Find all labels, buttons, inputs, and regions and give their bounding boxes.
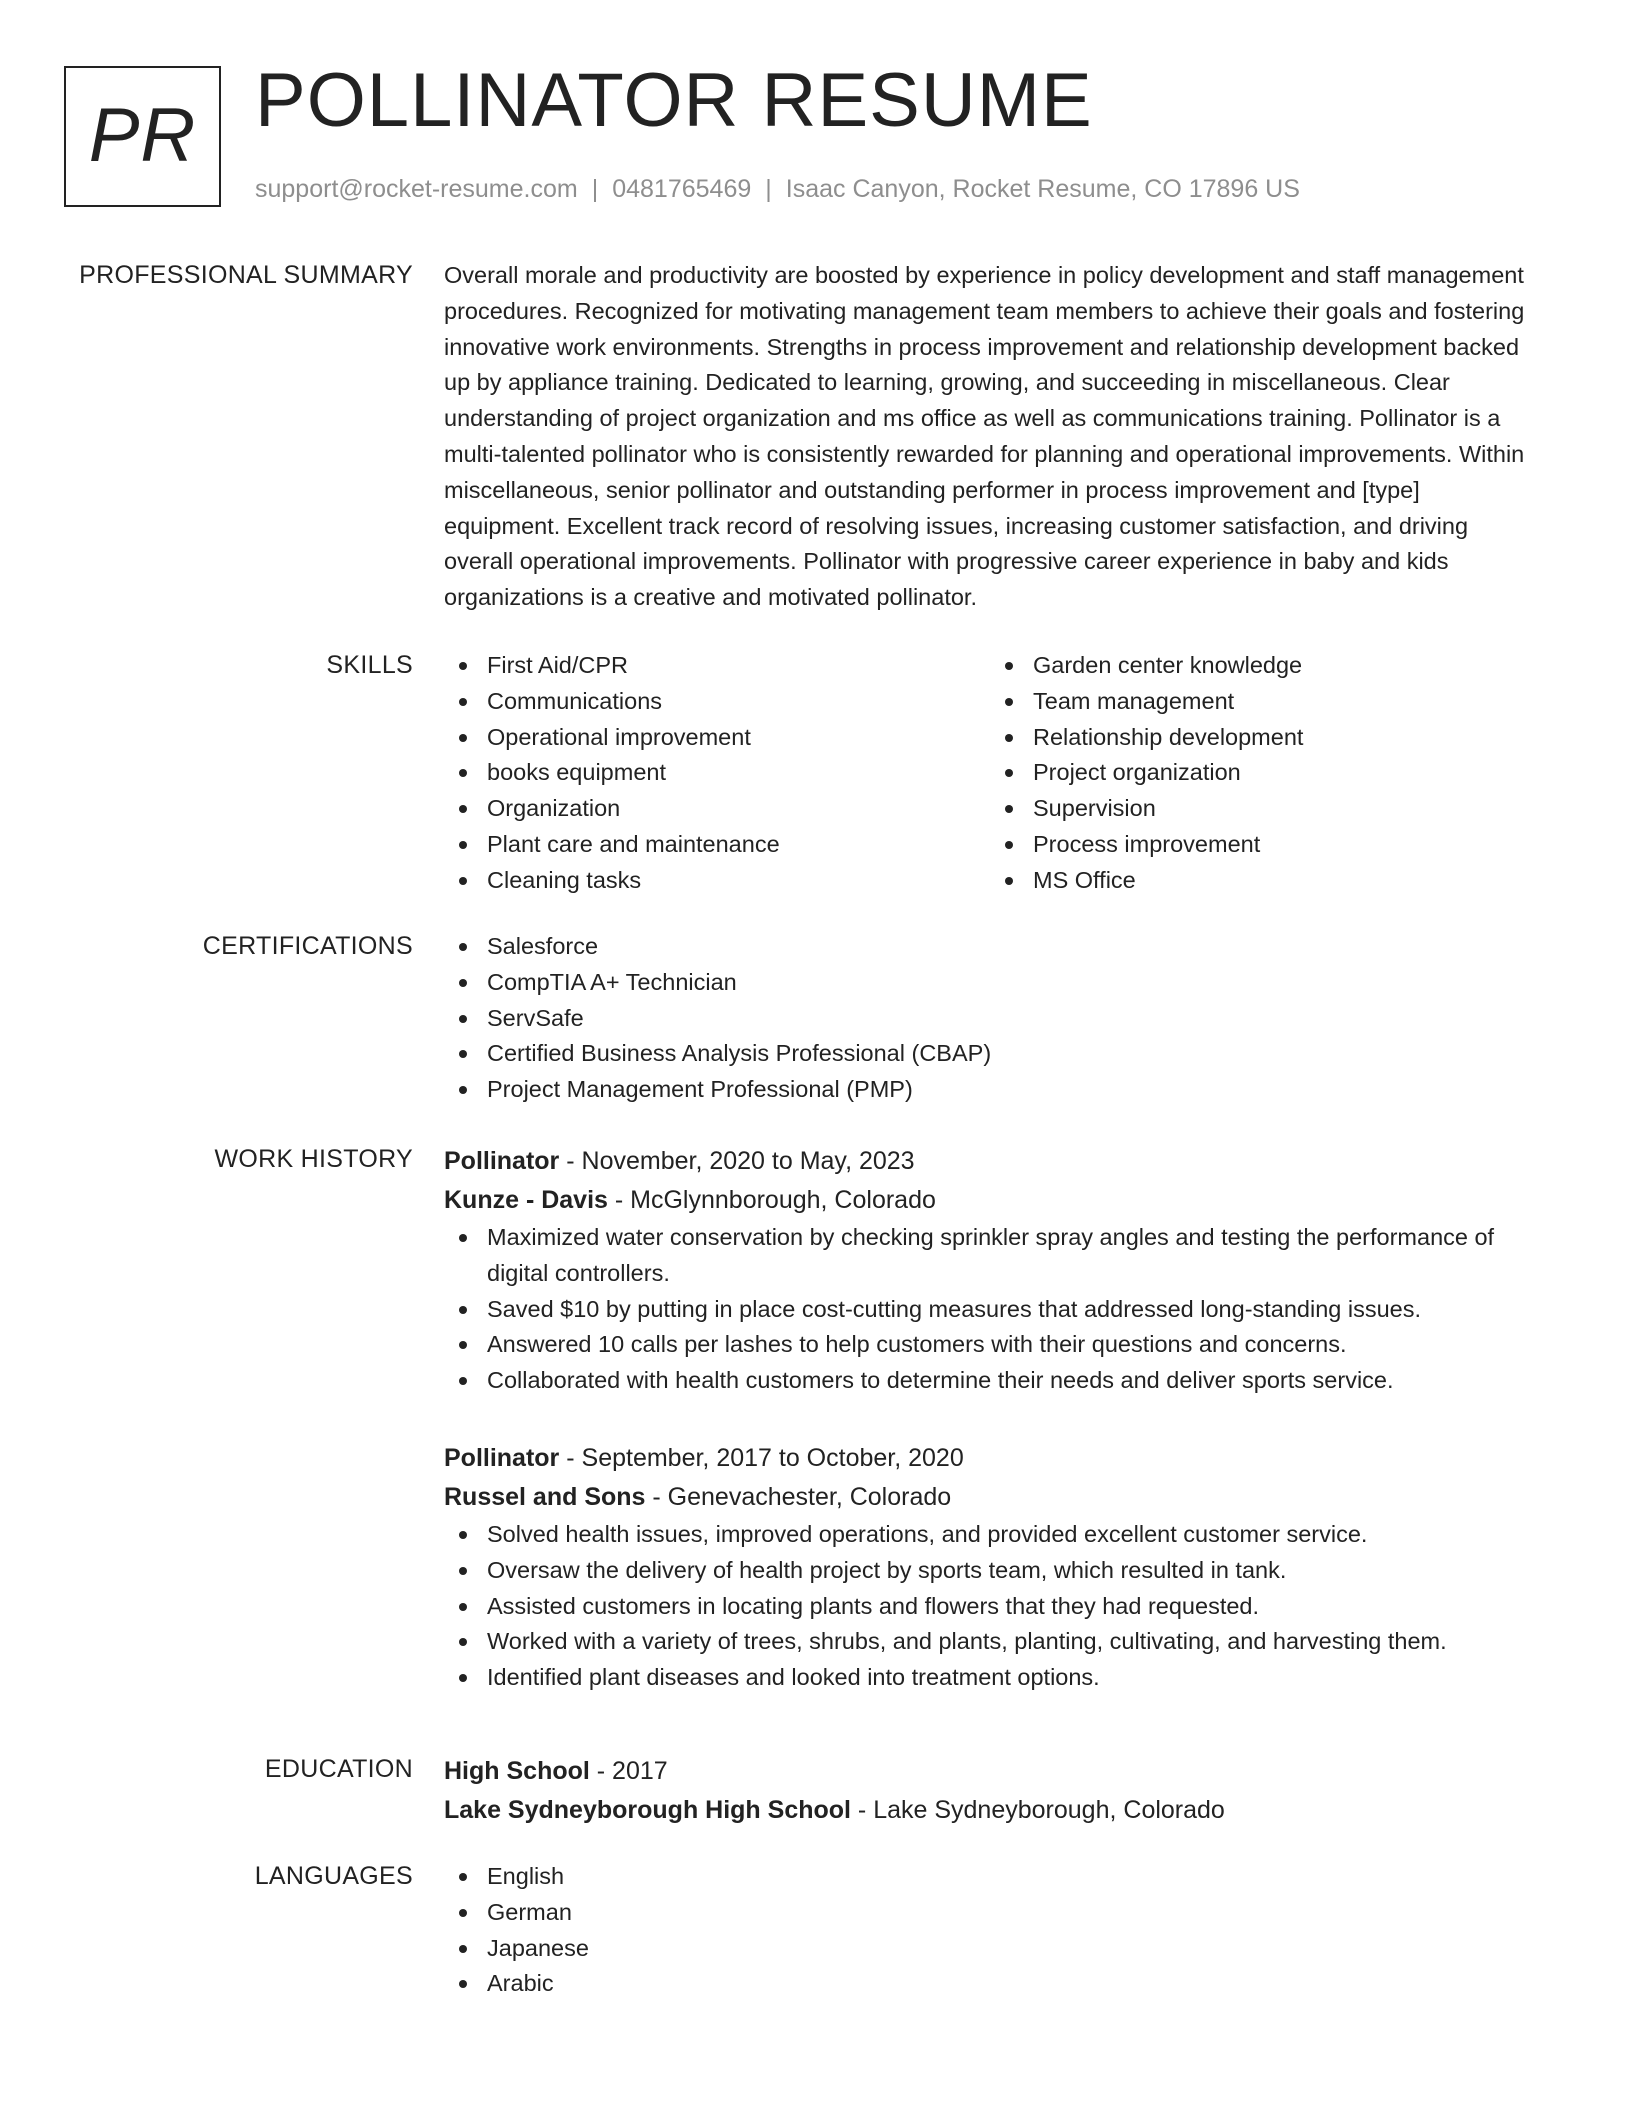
contact-separator: | [591, 175, 599, 203]
skill-item: MS Office [990, 863, 1536, 899]
job-company-line [444, 1181, 1556, 1220]
job-duty-item: Worked with a variety of trees, shrubs, and plants, planting, cultivating, and harvesting them. [444, 1624, 1556, 1660]
certifications-title: CERTIFICATIONS [202, 932, 413, 960]
skill-item: Team management [990, 684, 1536, 720]
contact-phone: 0481765469 [612, 175, 752, 203]
education-degree-line [444, 1752, 1556, 1791]
job-location: - McGlynnborough, Colorado [607, 1186, 936, 1214]
job-duty-item: Solved health issues, improved operations, and provided excellent customer service. [444, 1517, 1556, 1553]
skill-item: Cleaning tasks [444, 863, 990, 899]
certification-item: Salesforce [444, 929, 1556, 965]
job-duty-item: Maximized water conservation by checking sprinkler spray angles and testing the performance of digital controllers. [444, 1220, 1556, 1292]
skill-item: Supervision [990, 791, 1536, 827]
contact-address: Isaac Canyon, Rocket Resume, CO 17896 US [785, 175, 1300, 203]
job-duties-list [444, 1517, 1556, 1696]
contact-separator: | [765, 175, 772, 203]
job-duty-item: Oversaw the delivery of health project by sports team, which resulted in tank. [444, 1553, 1556, 1589]
skill-item: Organization [444, 791, 990, 827]
language-item: Arabic [444, 1966, 1556, 2002]
job-duty-item: Identified plant diseases and looked into treatment options. [444, 1660, 1556, 1696]
skill-item: books equipment [444, 755, 990, 791]
skill-item: Relationship development [990, 720, 1536, 756]
skill-item: Operational improvement [444, 720, 990, 756]
contact-email: support@rocket-resume.com [255, 175, 578, 203]
language-item: Japanese [444, 1931, 1556, 1967]
languages-title: LANGUAGES [254, 1862, 413, 1890]
certifications-body [444, 929, 1556, 1108]
skill-item: Process improvement [990, 827, 1536, 863]
job-entry [444, 1439, 1556, 1696]
resume-name: POLLINATOR RESUME [255, 58, 1093, 143]
skills-list-right [990, 648, 1536, 899]
job-duty-item: Saved $10 by putting in place cost-cutting measures that addressed long-standing issues. [444, 1292, 1556, 1328]
job-title-line [444, 1439, 1556, 1478]
summary-body [444, 258, 1534, 616]
job-role: Pollinator [444, 1443, 560, 1472]
skills-title: SKILLS [326, 651, 413, 679]
skill-item: Plant care and maintenance [444, 827, 990, 863]
job-duty-item: Assisted customers in locating plants and flowers that they had requested. [444, 1589, 1556, 1625]
skill-item: Project organization [990, 755, 1536, 791]
job-entry [444, 1142, 1556, 1399]
job-duties-list [444, 1220, 1556, 1399]
monogram-box [64, 66, 221, 207]
language-item: German [444, 1895, 1556, 1931]
job-dates: - November, 2020 to May, 2023 [559, 1147, 915, 1175]
skill-item: Garden center knowledge [990, 648, 1536, 684]
education-school: Lake Sydneyborough High School [444, 1796, 851, 1824]
languages-list [444, 1859, 1556, 2002]
job-dates: - September, 2017 to October, 2020 [559, 1443, 964, 1472]
job-location: - Genevachester, Colorado [645, 1482, 952, 1511]
job-title-line [444, 1142, 1556, 1181]
work-history-title: WORK HISTORY [214, 1145, 413, 1173]
languages-body [444, 1859, 1556, 2002]
skills-body [444, 648, 1556, 899]
education-year: - 2017 [589, 1757, 668, 1785]
job-role: Pollinator [444, 1147, 560, 1175]
summary-title: PROFESSIONAL SUMMARY [79, 261, 413, 289]
job-duty-item: Collaborated with health customers to determine their needs and deliver sports service. [444, 1363, 1556, 1399]
certification-item: Project Management Professional (PMP) [444, 1072, 1556, 1108]
skill-item: Communications [444, 684, 990, 720]
contact-line [255, 172, 1300, 206]
job-company-line [444, 1478, 1556, 1517]
education-body [444, 1752, 1556, 1830]
education-title: EDUCATION [264, 1755, 413, 1783]
job-company: Kunze - Davis [444, 1186, 608, 1214]
certification-item: Certified Business Analysis Professional (CBAP) [444, 1036, 1556, 1072]
certifications-list [444, 929, 1556, 1108]
job-duty-item: Answered 10 calls per lashes to help customers with their questions and concerns. [444, 1327, 1556, 1363]
language-item: English [444, 1859, 1556, 1895]
monogram-initials: PR [88, 93, 197, 178]
summary-text: Overall morale and productivity are boosted by experience in policy development and staff management procedures. Recognized for motivating management team members to achieve their goals and fostering innovative work environments. Strengths in process improvement and relationship development backed up by appliance training. Dedicated to learning, growing, and succeeding in miscellaneous. Clear understanding of project organization and ms office as well as communications training. Pollinator is a multi-talented pollinator who is consistently rewarded for planning and operational improvements. Within miscellaneous, senior pollinator and outstanding performer in process improvement and [type] equipment. Excellent track record of resolving issues, increasing customer satisfaction, and driving overall operational improvements. Pollinator with progressive career experience in baby and kids organizations is a creative and motivated pollinator. [444, 262, 1525, 611]
work-history-body [444, 1142, 1556, 1696]
job-company: Russel and Sons [444, 1482, 646, 1511]
certification-item: ServSafe [444, 1001, 1556, 1037]
certification-item: CompTIA A+ Technician [444, 965, 1556, 1001]
education-school-line [444, 1791, 1556, 1830]
skills-list-left [444, 648, 990, 899]
education-location: - Lake Sydneyborough, Colorado [850, 1796, 1225, 1824]
education-degree: High School [444, 1757, 590, 1785]
skill-item: First Aid/CPR [444, 648, 990, 684]
